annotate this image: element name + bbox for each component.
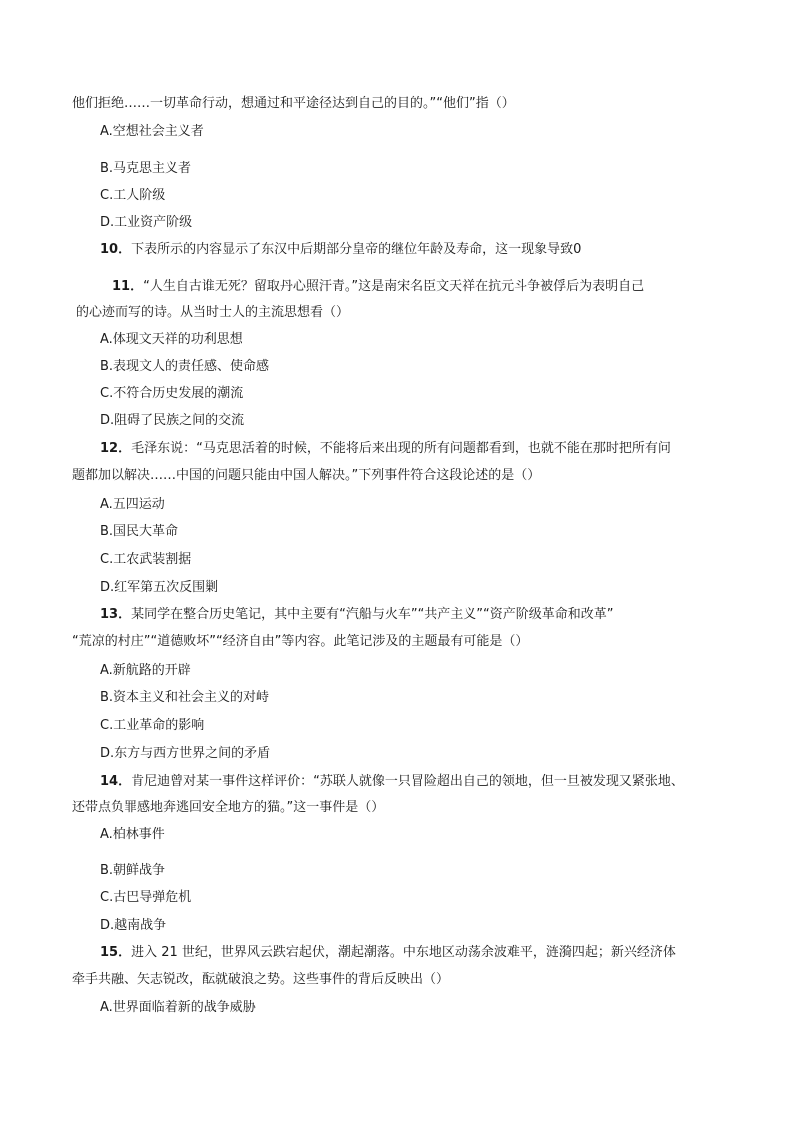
option-d: D.工业资产阶级 xyxy=(100,215,193,230)
option-c: C.工人阶级 xyxy=(100,188,166,203)
option-d: D.东方与西方世界之间的矛盾 xyxy=(100,746,271,761)
question-14 xyxy=(100,773,684,791)
option-a: A.柏林事件 xyxy=(100,827,165,842)
question-stem-fragment: 他们拒绝……一切革命行动，想通过和平途径达到自己的目的。”“他们”指（） xyxy=(72,96,515,111)
option-d: D.阻碍了民族之间的交流 xyxy=(100,413,245,428)
option-c: C.古巴导弹危机 xyxy=(100,890,192,905)
option-d: D.越南战争 xyxy=(100,918,167,933)
option-a: A.空想社会主义者 xyxy=(100,124,204,139)
question-stem-continued: 题都加以解决……中国的问题只能由中国人解决。”下列事件符合这段论述的是（） xyxy=(72,468,541,483)
question-stem-continued: 还带点负罪感地奔逃回安全地方的猫。”这一事件是（） xyxy=(72,800,385,815)
question-stem: 下表所示的内容显示了东汉中后期部分皇帝的继位年龄及寿命，这一现象导致0 xyxy=(131,242,582,257)
option-d: D.红军第五次反围剿 xyxy=(100,580,219,595)
question-number: 15． xyxy=(100,945,132,960)
option-b: B.表现文人的责任感、使命感 xyxy=(100,359,270,374)
option-a: A.五四运动 xyxy=(100,497,165,512)
option-c: C.不符合历史发展的潮流 xyxy=(100,386,244,401)
question-12 xyxy=(100,440,671,458)
question-stem: “人生自古谁无死？留取丹心照汗青。”这是南宋名臣文天祥在抗元斗争被俘后为表明自己 xyxy=(143,279,645,294)
question-number: 11． xyxy=(112,279,144,294)
option-c: C.工农武装割据 xyxy=(100,552,192,567)
option-b: B.马克思主义者 xyxy=(100,161,192,176)
option-a: A.世界面临着新的战争威胁 xyxy=(100,1000,256,1015)
option-c: C.工业革命的影响 xyxy=(100,718,205,733)
question-stem-continued: 牵手共融、矢志锐改，酝就破浪之势。这些事件的背后反映出（） xyxy=(72,972,450,987)
option-b: B.国民大革命 xyxy=(100,524,179,539)
question-number: 10． xyxy=(100,242,132,257)
question-13 xyxy=(100,606,614,624)
question-11 xyxy=(112,278,644,296)
question-number: 13． xyxy=(100,607,132,622)
question-number: 12． xyxy=(100,441,132,456)
question-stem: 毛泽东说：“马克思活着的时候，不能将后来出现的所有问题都看到，也就不能在那时把所有问 xyxy=(131,441,671,456)
option-b: B.朝鲜战争 xyxy=(100,863,166,878)
question-stem: 进入 21 世纪，世界风云跌宕起伏，潮起潮落。中东地区动荡余波难平，涟漪四起；新兴经济体 xyxy=(131,945,676,960)
option-b: B.资本主义和社会主义的对峙 xyxy=(100,690,270,705)
question-15 xyxy=(100,944,676,962)
question-stem: 肯尼迪曾对某一事件这样评价：“苏联人就像一只冒险超出自己的领地，但一旦被发现又紧张地、 xyxy=(131,774,684,789)
question-stem-continued: 的心迹而写的诗。从当时士人的主流思想看（） xyxy=(76,305,350,320)
option-a: A.新航路的开辟 xyxy=(100,663,191,678)
question-number: 14． xyxy=(100,774,132,789)
question-stem-continued: “荒凉的村庄”“道德败坏”“经济自由”等内容。此笔记涉及的主题最有可能是（） xyxy=(72,634,529,649)
question-10 xyxy=(100,241,581,259)
question-stem: 某同学在整合历史笔记，其中主要有“汽船与火车”“共产主义”“资产阶级革命和改革” xyxy=(131,607,614,622)
option-a: A.体现文天祥的功利思想 xyxy=(100,332,243,347)
